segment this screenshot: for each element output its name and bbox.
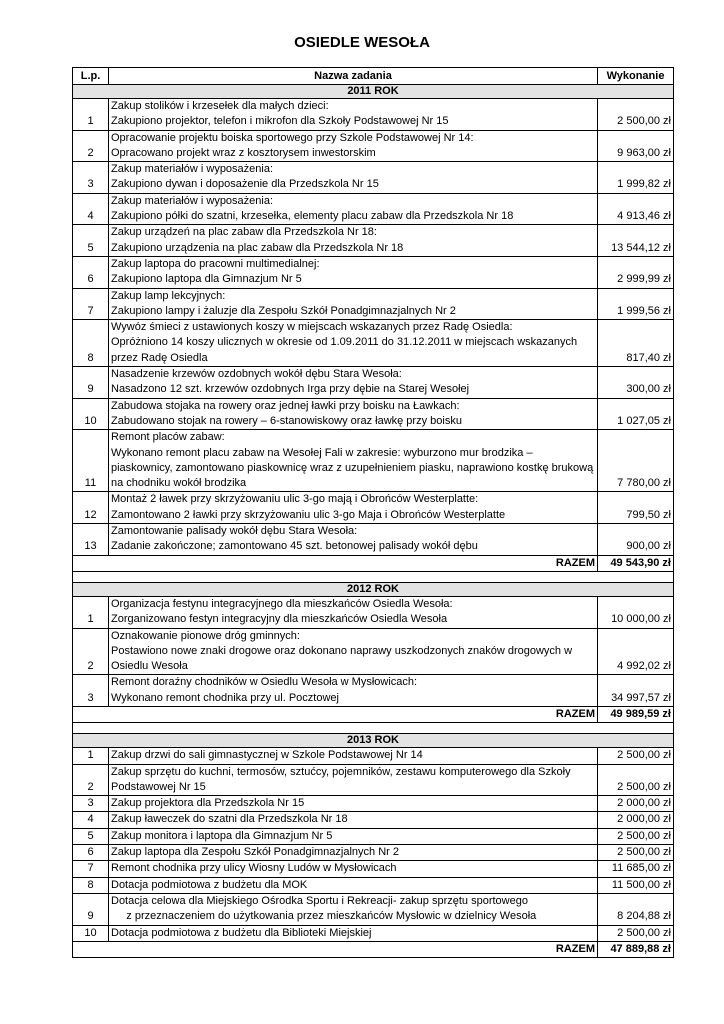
task-description (109, 845, 598, 861)
task-description (109, 628, 598, 675)
task-amount: 1 027,05 zł (598, 398, 674, 430)
table-row (73, 925, 674, 941)
task-amount: 2 500,00 zł (598, 764, 674, 796)
task-line: Zakup ławeczek do szatni dla Przedszkola Nr 18 (111, 813, 348, 826)
task-description (109, 675, 598, 707)
task-amount: 34 997,57 zł (598, 675, 674, 707)
row-number: 6 (73, 845, 109, 861)
page-title: OSIEDLE WESOŁA (294, 34, 430, 51)
table-row (73, 845, 674, 861)
row-number: 9 (73, 893, 109, 925)
task-line: Oznakowanie pionowe dróg gminnych: (111, 629, 300, 642)
task-amount: 817,40 zł (598, 320, 674, 367)
task-description (109, 764, 598, 796)
task-description (109, 812, 598, 828)
row-number: 5 (73, 225, 109, 257)
task-amount: 8 204,88 zł (598, 893, 674, 925)
task-line: Remont chodnika przy ulicy Wiosny Ludów w Mysłowicach (111, 862, 397, 875)
row-number: 7 (73, 861, 109, 877)
task-line: Dotacja podmiotowa z budżetu dla Biblioteki Miejskiej (111, 926, 372, 939)
task-line: Opracowanie projektu boiska sportowego przy Szkole Podstawowej Nr 14: (111, 131, 474, 144)
task-amount: 7 780,00 zł (598, 430, 674, 492)
task-description (109, 492, 598, 524)
task-line: Zakup projektora dla Przedszkola Nr 15 (111, 797, 305, 810)
task-line: Wywóz śmieci z ustawionych koszy w miejscach wskazanych przez Radę Osiedla: (111, 321, 513, 334)
task-amount: 1 999,56 zł (598, 288, 674, 320)
row-number: 12 (73, 492, 109, 524)
header-name: Nazwa zadania (109, 68, 598, 85)
task-line: Organizacja festynu integracyjnego dla mieszkańców Osiedla Wesoła: (111, 597, 453, 610)
table-row (73, 162, 674, 194)
table-header-row (73, 68, 674, 85)
table-row (73, 99, 674, 131)
task-line: Opracowano projekt wraz z kosztorysem inwestorskim (111, 146, 376, 159)
total-label: RAZEM (109, 555, 598, 571)
task-line: Dotacja podmiotowa z budżetu dla MOK (111, 878, 308, 891)
task-amount: 1 999,82 zł (598, 162, 674, 194)
task-line: Zabudowa stojaka na rowery oraz jednej ławki przy boisku na Ławkach: (111, 399, 460, 412)
task-line: Dotacja celowa dla Miejskiego Ośrodka Sportu i Rekreacji- zakup sprzętu sportowego (111, 894, 528, 907)
row-number: 10 (73, 925, 109, 941)
task-line: Zakup monitora i laptopa dla Gimnazjum Nr 5 (111, 829, 333, 842)
task-description (109, 288, 598, 320)
row-number: 4 (73, 193, 109, 225)
table-row (73, 828, 674, 844)
total-amount: 47 889,88 zł (598, 941, 674, 957)
task-amount: 13 544,12 zł (598, 225, 674, 257)
task-line: Zamontowano 2 ławki przy skrzyżowaniu ulic 3-go Maja i Obrońców Westerplatte (111, 508, 506, 521)
task-description (109, 925, 598, 941)
task-amount: 799,50 zł (598, 492, 674, 524)
table-row (73, 628, 674, 675)
total-label: RAZEM (109, 706, 598, 722)
header-lp: L.p. (73, 68, 109, 85)
row-number: 6 (73, 256, 109, 288)
task-amount: 9 963,00 zł (598, 130, 674, 162)
total-row (73, 706, 674, 722)
section-gap-cell (73, 723, 674, 734)
task-amount: 11 685,00 zł (598, 861, 674, 877)
task-description (109, 367, 598, 399)
task-description (109, 99, 598, 131)
header-done: Wykonanie (598, 68, 674, 85)
table-row (73, 893, 674, 925)
task-line: z przeznaczeniem do użytkowania przez mieszkańców Mysłowic w dzielnicy Wesoła (111, 910, 537, 923)
section-gap (73, 723, 674, 734)
table-row (73, 320, 674, 367)
table-row (73, 748, 674, 764)
row-number: 4 (73, 812, 109, 828)
task-line: Zakupiono laptopa dla Gimnazjum Nr 5 (111, 273, 302, 286)
task-line: Zakupiono projektor, telefon i mikrofon dla Szkoły Podstawowej Nr 15 (111, 115, 449, 128)
task-description (109, 130, 598, 162)
task-line: Montaż 2 ławek przy skrzyżowaniu ulic 3-go mają i Obrońców Westerplatte: (111, 493, 479, 506)
task-line: Remont placów zabaw: (111, 431, 225, 444)
task-description (109, 225, 598, 257)
task-line: Zakup urządzeń na plac zabaw dla Przedszkola Nr 18: (111, 226, 377, 239)
task-amount: 10 000,00 zł (598, 596, 674, 628)
section-gap (73, 571, 674, 582)
total-label: RAZEM (109, 941, 598, 957)
task-amount: 2 500,00 zł (598, 925, 674, 941)
table-row (73, 877, 674, 893)
table-row (73, 130, 674, 162)
row-number: 1 (73, 99, 109, 131)
row-number: 2 (73, 130, 109, 162)
row-number: 8 (73, 877, 109, 893)
year-header-row (73, 582, 674, 596)
row-number: 2 (73, 628, 109, 675)
total-spacer (73, 555, 109, 571)
task-line: Nasadzono 12 szt. krzewów ozdobnych Irga przy dębie na Starej Wesołej (111, 383, 470, 396)
task-line: Zakup materiałów i wyposażenia: (111, 194, 274, 207)
task-line: Zorganizowano festyn integracyjny dla mieszkańców Osiedla Wesoła (111, 613, 448, 626)
task-line: Zakup sprzętu do kuchni, termosów, sztućcy, pojemników, zestawu komputerowego dla Szkoły Podstawowej Nr 15 (111, 765, 574, 793)
task-line: Zakup laptopa dla Zespołu Szkół Ponadgimnazjalnych Nr 2 (111, 846, 399, 859)
table-row (73, 596, 674, 628)
section-gap-cell (73, 571, 674, 582)
task-description (109, 893, 598, 925)
year-header-row (73, 85, 674, 99)
task-line: Zakupiono lampy i żaluzje dla Zespołu Szkół Ponadgimnazjalnych Nr 2 (111, 304, 456, 317)
task-line: Wykonano remont placu zabaw na Wesołej Fali w zakresie: wyburzono mur brodzika – piaskownicy, zamontowano piaskownicę wraz z uzupełnieniem piasku, naprawiono kostkę brukową na chodniku wokół brodzika (111, 446, 597, 490)
year-label: 2011 ROK (73, 85, 674, 99)
total-spacer (73, 706, 109, 722)
task-amount: 2 500,00 zł (598, 845, 674, 861)
task-line: Zakupiono urządzenia na plac zabaw dla Przedszkola Nr 18 (111, 241, 404, 254)
task-line: Zakup stolików i krzesełek dla małych dzieci: (111, 100, 329, 112)
task-amount: 4 913,46 zł (598, 193, 674, 225)
table-row (73, 861, 674, 877)
task-line: Zakupiono dywan i doposażenie dla Przedszkola Nr 15 (111, 178, 379, 191)
task-description (109, 796, 598, 812)
task-description (109, 748, 598, 764)
year-label: 2013 ROK (73, 734, 674, 748)
task-description (109, 320, 598, 367)
task-description (109, 877, 598, 893)
row-number: 1 (73, 596, 109, 628)
task-amount: 2 500,00 zł (598, 99, 674, 131)
task-description (109, 256, 598, 288)
task-line: Nasadzenie krzewów ozdobnych wokół dębu Stara Wesoła: (111, 368, 402, 381)
task-amount: 2 500,00 zł (598, 828, 674, 844)
task-line: Wykonano remont chodnika przy ul. Pocztowej (111, 691, 339, 704)
table-row (73, 193, 674, 225)
task-amount: 2 000,00 zł (598, 796, 674, 812)
task-description (109, 828, 598, 844)
table-row (73, 398, 674, 430)
table-row (73, 796, 674, 812)
row-number: 3 (73, 162, 109, 194)
table-row (73, 675, 674, 707)
task-description (109, 430, 598, 492)
year-header-row (73, 734, 674, 748)
table-row (73, 492, 674, 524)
task-description (109, 861, 598, 877)
task-amount: 2 500,00 zł (598, 748, 674, 764)
task-description (109, 193, 598, 225)
row-number: 3 (73, 675, 109, 707)
tasks-table (72, 67, 674, 958)
task-line: Zakup drzwi do sali gimnastycznej w Szkole Podstawowej Nr 14 (111, 749, 423, 762)
task-amount: 2 999,99 zł (598, 256, 674, 288)
task-amount: 11 500,00 zł (598, 877, 674, 893)
table-row (73, 288, 674, 320)
table-row (73, 256, 674, 288)
total-amount: 49 543,90 zł (598, 555, 674, 571)
task-amount: 4 992,02 zł (598, 628, 674, 675)
task-line: Remont doraźny chodników w Osiedlu Wesoła w Mysłowicach: (111, 676, 418, 689)
task-amount: 900,00 zł (598, 524, 674, 556)
task-line: Zakupiono półki do szatni, krzesełka, elementy placu zabaw dla Przedszkola Nr 18 (111, 210, 514, 223)
total-spacer (73, 941, 109, 957)
total-row (73, 941, 674, 957)
table-row (73, 524, 674, 556)
total-amount: 49 989,59 zł (598, 706, 674, 722)
row-number: 7 (73, 288, 109, 320)
table-body (73, 85, 674, 958)
task-description (109, 596, 598, 628)
row-number: 5 (73, 828, 109, 844)
year-label: 2012 ROK (73, 582, 674, 596)
row-number: 11 (73, 430, 109, 492)
task-line: Zakup materiałów i wyposażenia: (111, 163, 274, 176)
task-description (109, 398, 598, 430)
total-row (73, 555, 674, 571)
task-line: Zabudowano stojak na rowery – 6-stanowiskowy oraz ławkę przy boisku (111, 414, 462, 427)
task-line: Opróżniono 14 koszy ulicznych w okresie od 1.09.2011 do 31.12.2011 w miejscach wskazanych przez Radę Osiedla (111, 336, 581, 364)
task-line: Zakup lamp lekcyjnych: (111, 289, 226, 302)
table-row (73, 430, 674, 492)
task-description (109, 524, 598, 556)
row-number: 1 (73, 748, 109, 764)
row-number: 13 (73, 524, 109, 556)
row-number: 9 (73, 367, 109, 399)
task-description (109, 162, 598, 194)
row-number: 3 (73, 796, 109, 812)
row-number: 10 (73, 398, 109, 430)
row-number: 8 (73, 320, 109, 367)
table-row (73, 225, 674, 257)
row-number: 2 (73, 764, 109, 796)
table-row (73, 367, 674, 399)
task-amount: 2 000,00 zł (598, 812, 674, 828)
table-row (73, 764, 674, 796)
task-line: Postawiono nowe znaki drogowe oraz dokonano naprawy uszkodzonych znaków drogowych w Osiedlu Wesoła (111, 644, 576, 673)
task-amount: 300,00 zł (598, 367, 674, 399)
task-line: Zamontowanie palisady wokół dębu Stara Wesoła: (111, 525, 358, 538)
task-line: Zakup laptopa do pracowni multimedialnej: (111, 257, 320, 270)
table-row (73, 812, 674, 828)
task-line: Zadanie zakończone; zamontowano 45 szt. betonowej palisady wokół dębu (111, 540, 478, 553)
